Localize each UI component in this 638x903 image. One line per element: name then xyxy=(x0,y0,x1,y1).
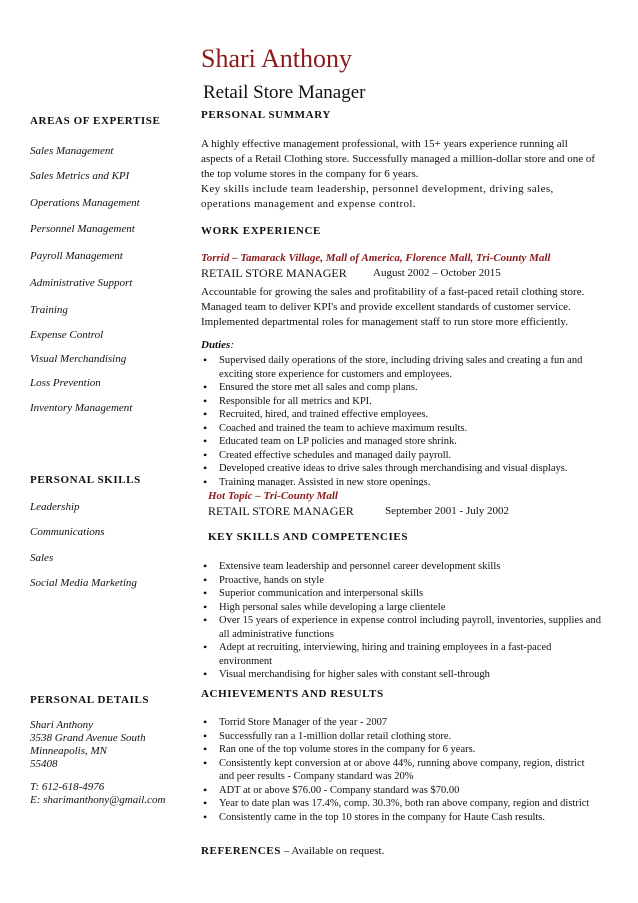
expertise-item: Personnel Management xyxy=(30,223,135,235)
references-label: REFERENCES xyxy=(201,845,281,857)
detail-name: Shari Anthony xyxy=(30,719,94,731)
duty-item: • Supervised daily operations of the store, including driving sales and creating a fun and exciting store experience for customers and employees. xyxy=(201,354,601,381)
skill-item: Social Media Marketing xyxy=(30,577,137,589)
job1-description: Accountable for growing the sales and profitability of a fast-paced retail clothing store. Managed team to deliver KPI's and provide excellent standards of customer service. Implemented departmental roles for management staff to run store more efficiently. xyxy=(201,286,585,328)
experience-heading: WORK EXPERIENCE xyxy=(201,225,321,237)
duty-item: • Developed creative ideas to drive sales through merchandising and visual displays. xyxy=(201,462,601,476)
competencies-list xyxy=(201,560,601,682)
job1-title: RETAIL STORE MANAGER xyxy=(201,266,347,280)
duty-item: • Created effective schedules and managed daily payroll. xyxy=(201,449,601,463)
skill-item: Leadership xyxy=(30,501,80,513)
achievement-item: • Torrid Store Manager of the year - 2007 xyxy=(201,716,601,730)
duty-item: • Responsible for all metrics and KPI. xyxy=(201,395,601,409)
skills-heading: PERSONAL SKILLS xyxy=(30,474,141,486)
detail-street: 3538 Grand Avenue South xyxy=(30,732,146,744)
expertise-item: Loss Prevention xyxy=(30,377,101,389)
expertise-heading: AREAS OF EXPERTISE xyxy=(30,115,161,127)
job2-company: Hot Topic – Tri-County Mall xyxy=(208,490,338,502)
competency-item: • High personal sales while developing a large clientele xyxy=(201,601,601,615)
expertise-item: Operations Management xyxy=(30,197,140,209)
duties-label-text: Duties xyxy=(201,339,231,351)
duties-list-viewport xyxy=(201,354,606,486)
job2-title: RETAIL STORE MANAGER xyxy=(208,504,354,518)
achievement-item: • Year to date plan was 17.4%, comp. 30.3%, both ran above company, region and district xyxy=(201,797,601,811)
competency-item: • Adept at recruiting, interviewing, hiring and training employees in a fast-paced environment xyxy=(201,641,601,668)
job1-company: Torrid – Tamarack Village, Mall of America, Florence Mall, Tri-County Mall xyxy=(201,252,551,264)
detail-phone: T: 612-618-4976 xyxy=(30,781,105,793)
candidate-name: Shari Anthony xyxy=(201,44,352,73)
competency-item: • Visual merchandising for higher sales with constant sell-through xyxy=(201,668,601,682)
achievement-item: • Consistently came in the top 10 stores in the company for Haute Cash results. xyxy=(201,811,601,825)
skill-item: Communications xyxy=(30,526,105,538)
expertise-item: Inventory Management xyxy=(30,402,133,414)
duty-item: • Coached and trained the team to achieve maximum results. xyxy=(201,422,601,436)
expertise-item: Payroll Management xyxy=(30,250,123,262)
duty-item: • Recruited, hired, and trained effective employees. xyxy=(201,408,601,422)
expertise-item: Expense Control xyxy=(30,329,104,341)
duties-label xyxy=(201,339,234,351)
competency-item: • Extensive team leadership and personnel career development skills xyxy=(201,560,601,574)
expertise-item: Training xyxy=(30,304,68,316)
achievements-list xyxy=(201,716,601,824)
summary-heading: PERSONAL SUMMARY xyxy=(201,109,331,121)
references-line xyxy=(201,845,384,857)
duty-item: • Training manager. Assisted in new store openings. xyxy=(201,476,601,487)
detail-email[interactable]: E: sharimanthony@gmail.com xyxy=(30,794,166,806)
expertise-item: Visual Merchandising xyxy=(30,353,127,365)
competency-item: • Over 15 years of experience in expense control including payroll, inventories, supplies and all administrative functions xyxy=(201,614,601,641)
duty-item: • Educated team on LP policies and managed store shrink. xyxy=(201,435,601,449)
job2-dates: September 2001 - July 2002 xyxy=(385,505,510,517)
summary-paragraph: A highly effective management professional, with 15+ years experience running all aspects of a Retail Clothing store. Successfully managed a million-dollar store and one of the top volume stores in the company for 6 years. xyxy=(201,138,596,180)
duties-list xyxy=(201,354,601,486)
competency-item: • Proactive, hands on style xyxy=(201,574,601,588)
job-title-heading: Retail Store Manager xyxy=(203,82,366,103)
skill-item: Sales xyxy=(30,552,54,564)
competencies-heading: KEY SKILLS AND COMPETENCIES xyxy=(208,531,409,543)
details-heading: PERSONAL DETAILS xyxy=(30,694,150,706)
duties-colon: : xyxy=(230,339,235,351)
expertise-item: Sales Metrics and KPI xyxy=(30,170,130,182)
expertise-item: Sales Management xyxy=(30,145,114,157)
achievement-item: • Ran one of the top volume stores in the company for 6 years. xyxy=(201,743,601,757)
references-text: – Available on request. xyxy=(280,845,385,857)
achievement-item: • Consistently kept conversion at or above 44%, running above company, region, district and peer results - Company standard was 20% xyxy=(201,757,601,784)
achievements-heading: ACHIEVEMENTS AND RESULTS xyxy=(201,688,384,700)
achievement-item: • ADT at or above $76.00 - Company standard was $70.00 xyxy=(201,784,601,798)
competency-item: • Superior communication and interpersonal skills xyxy=(201,587,601,601)
achievement-item: • Successfully ran a 1-million dollar retail clothing store. xyxy=(201,730,601,744)
job1-dates: August 2002 – October 2015 xyxy=(373,267,501,279)
summary-key-skills: Key skills include team leadership, personnel development, driving sales, operations management and expense control. xyxy=(201,183,554,210)
detail-zip: 55408 xyxy=(30,758,58,770)
duty-item: • Ensured the store met all sales and comp plans. xyxy=(201,381,601,395)
expertise-item: Administrative Support xyxy=(30,277,133,289)
detail-city: Minneapolis, MN xyxy=(30,745,107,757)
